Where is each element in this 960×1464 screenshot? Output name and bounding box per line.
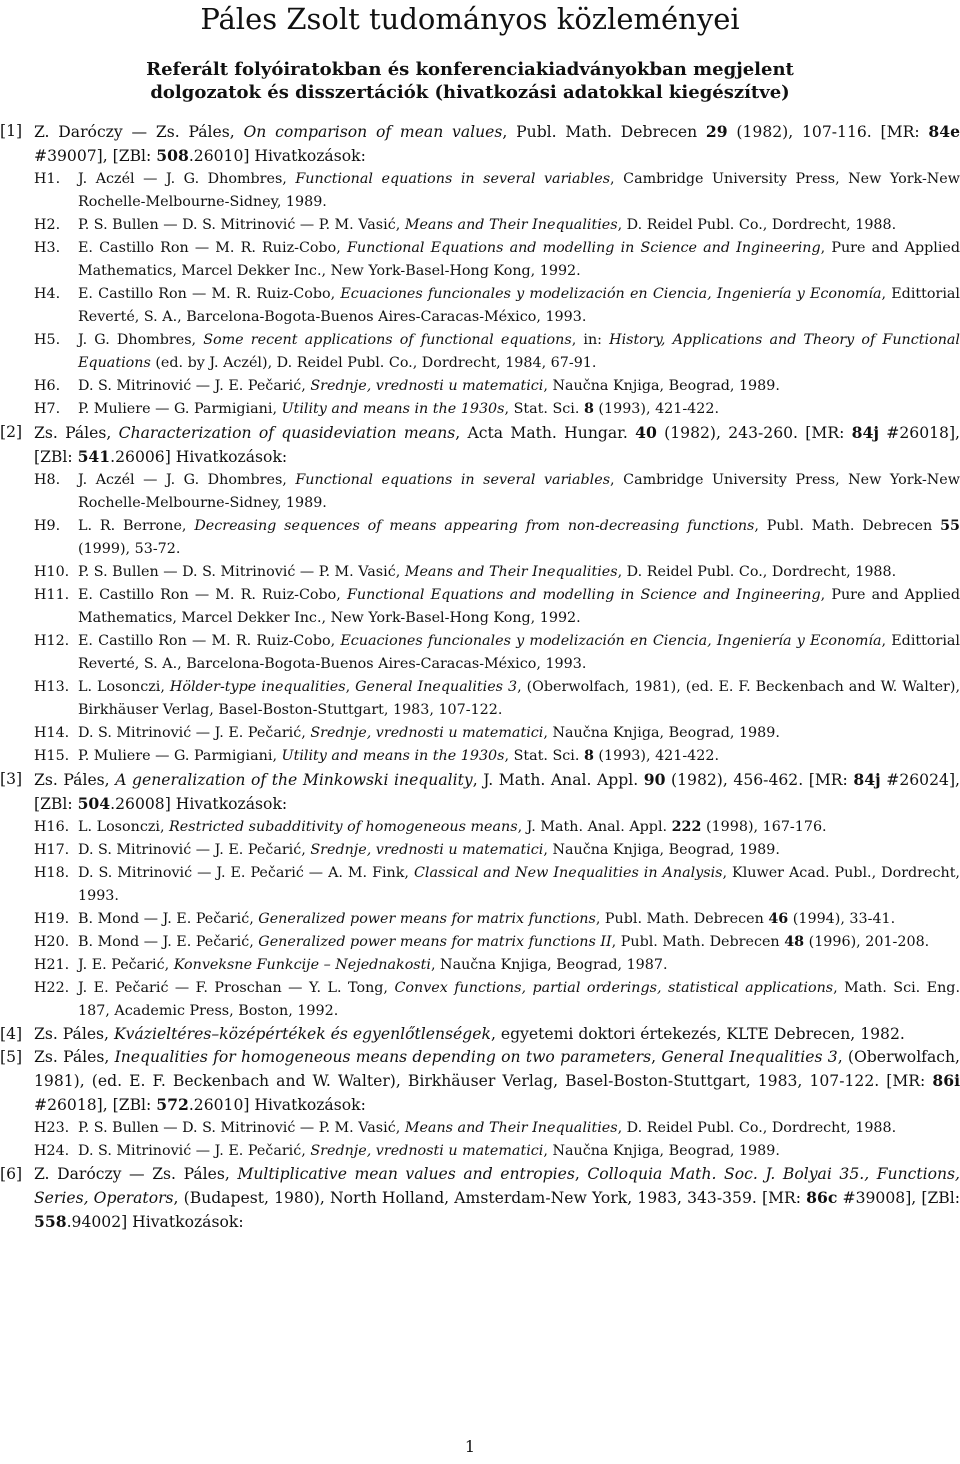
reference-text: , (Budapest, 1980), North Holland, Amsterdam-New York, 1983, 343-359. [MR: [173, 1189, 807, 1207]
citation-number: H13. [34, 679, 70, 695]
title-text: Functional equations in several variables [295, 472, 611, 488]
citation-number: H15. [34, 748, 70, 764]
reference-text: E. Castillo Ron — M. R. Ruiz-Cobo, [78, 587, 347, 603]
reference-text: Zs. Páles, [34, 424, 119, 442]
citation-number: H8. [34, 472, 61, 488]
volume-text: 222 [671, 819, 702, 835]
publication-number: [2] [0, 423, 23, 441]
title-text: Means and Their Inequalities [404, 217, 618, 233]
page-subtitle [0, 58, 940, 104]
reference-text: J. Aczél — J. G. Dhombres, [78, 472, 296, 488]
volume-text: 508 [156, 146, 189, 165]
publication-reference [34, 768, 960, 816]
reference-text: , (Oberwolfach, 1981), (ed. E. F. Beckenbach and W. Walter), Birkhäuser Verlag, Basel-Boston-Stuttgart, 1983, 107-122. [MR: [34, 1048, 960, 1090]
volume-text: 84e [928, 122, 960, 141]
reference-text: , Cambridge University Press, New York-New Rochelle-Melbourne-Sidney, 1989. [78, 472, 960, 511]
title-text: General Inequalities 3 [661, 1048, 838, 1066]
citation-entry [0, 1140, 960, 1163]
reference-text: J. Aczél — J. G. Dhombres, [78, 171, 296, 187]
reference-text: , Pure and Applied Mathematics, Marcel Dekker Inc., New York-Basel-Hong Kong, 1992. [78, 587, 960, 626]
reference-text: (ed. by J. Aczél), D. Reidel Publ. Co., Dordrecht, 1984, 67-91. [150, 355, 597, 371]
title-text: Convex functions, partial orderings, statistical applications [394, 980, 834, 996]
citation-number: H16. [34, 819, 70, 835]
title-text: Kvázieltéres–középértékek és egyenlőtlenségek [113, 1025, 491, 1043]
reference-text: D. S. Mitrinović — J. E. Pečarić, [78, 725, 311, 741]
citation-reference [78, 816, 960, 839]
reference-text: , Naučna Knjiga, Beograd, 1989. [543, 378, 780, 394]
reference-text: (1993), 421-422. [593, 748, 720, 764]
reference-text: #39008], [ZBl: [837, 1189, 960, 1207]
citation-reference [78, 561, 960, 584]
title-text: Srednje, vrednosti u matematici [310, 842, 544, 858]
reference-text: , Kluwer Acad. Publ., Dordrecht, 1993. [78, 865, 960, 904]
citation-entry [0, 931, 960, 954]
title-text: Functional equations in several variables [295, 171, 611, 187]
reference-text: (1994), 33-41. [788, 911, 896, 927]
reference-text: #26018], [ZBl: [34, 1096, 157, 1114]
reference-text: D. S. Mitrinović — J. E. Pečarić, [78, 1143, 311, 1159]
citation-number: H22. [34, 980, 70, 996]
reference-text: , Naučna Knjiga, Beograd, 1989. [543, 1143, 780, 1159]
title-text: Means and Their Inequalities [404, 1120, 618, 1136]
title-text: Classical and New Inequalities in Analysis [413, 865, 723, 881]
citation-entry [0, 676, 960, 722]
reference-text: J. E. Pečarić, [78, 957, 174, 973]
page-number: 1 [464, 1437, 476, 1456]
reference-text: J. E. Pečarić — F. Proschan — Y. L. Tong, [78, 980, 395, 996]
volume-text: 8 [583, 401, 594, 417]
publication-entry [0, 1046, 960, 1117]
title-text: Hölder-type inequalities [169, 679, 346, 695]
citation-number: H17. [34, 842, 70, 858]
citation-entry [0, 329, 960, 375]
reference-text: , D. Reidel Publ. Co., Dordrecht, 1988. [617, 564, 897, 580]
citation-reference [78, 1140, 960, 1163]
volume-text: 40 [635, 423, 657, 442]
subtitle-line-2: dolgozatok és disszertációk (hivatkozási adatokkal kiegészítve) [150, 82, 790, 103]
reference-text: L. R. Berrone, [78, 518, 195, 534]
citation-reference [78, 908, 960, 931]
reference-text: .26006] Hivatkozások: [110, 448, 288, 466]
citation-reference [78, 977, 960, 1023]
reference-text: (1982), 456-462. [MR: [665, 771, 854, 789]
reference-text: D. S. Mitrinović — J. E. Pečarić, [78, 378, 311, 394]
reference-text: D. S. Mitrinović — J. E. Pečarić, [78, 842, 311, 858]
reference-text: , (Oberwolfach, 1981), (ed. E. F. Beckenbach and W. Walter), Birkhäuser Verlag, Basel-Boston-Stuttgart, 1983, 107-122. [78, 679, 960, 718]
citation-number: H12. [34, 633, 70, 649]
publication-entry [0, 421, 960, 469]
publication-reference [34, 1023, 960, 1046]
title-text: Generalized power means for matrix functions II [258, 934, 612, 950]
citation-reference [78, 237, 960, 283]
reference-text: #26018], [ZBl: [34, 424, 960, 466]
page-title: Páles Zsolt tudományos közleményei [200, 2, 740, 36]
citation-number: H18. [34, 865, 70, 881]
volume-text: 504 [77, 794, 111, 813]
reference-text: , Edittorial Reverté, S. A., Barcelona-Bogota-Buenos Aires-Caracas-México, 1993. [78, 633, 960, 672]
title-text: Srednje, vrednosti u matematici [310, 1143, 544, 1159]
reference-text: E. Castillo Ron — M. R. Ruiz-Cobo, [78, 240, 347, 256]
reference-text: , Stat. Sci. [504, 401, 584, 417]
citation-entry [0, 722, 960, 745]
volume-text: 541 [77, 447, 111, 466]
reference-text: , Stat. Sci. [504, 748, 584, 764]
reference-text: B. Mond — J. E. Pečarić, [78, 934, 259, 950]
reference-text: P. Muliere — G. Parmigiani, [78, 401, 282, 417]
reference-text: P. S. Bullen — D. S. Mitrinović — P. M. Vasić, [78, 217, 405, 233]
citation-entry [0, 839, 960, 862]
volume-text: 8 [583, 748, 594, 764]
title-text: Utility and means in the 1930s [281, 401, 505, 417]
citation-reference [78, 839, 960, 862]
citation-number: H2. [34, 217, 61, 233]
reference-text: , [574, 1165, 588, 1183]
reference-text: .26008] Hivatkozások: [110, 795, 288, 813]
citation-number: H19. [34, 911, 70, 927]
reference-text: (1982), 107-116. [MR: [727, 123, 929, 141]
citation-number: H3. [34, 240, 61, 256]
citation-number: H6. [34, 378, 61, 394]
citation-reference [78, 745, 960, 768]
publication-number: [5] [0, 1048, 23, 1066]
reference-text: .26010] Hivatkozások: [188, 147, 366, 165]
title-text: Inequalities for homogeneous means depending on two parameters [114, 1048, 652, 1066]
citation-entry [0, 1117, 960, 1140]
citation-reference [78, 584, 960, 630]
reference-text: , Naučna Knjiga, Beograd, 1989. [543, 842, 780, 858]
reference-text: #26024], [ZBl: [34, 771, 960, 813]
publication-reference [34, 1163, 960, 1234]
reference-text: (1993), 421-422. [593, 401, 720, 417]
reference-text: , Edittorial Reverté, S. A., Barcelona-Bogota-Buenos Aires-Caracas-México, 1993. [78, 286, 960, 325]
citation-entry [0, 584, 960, 630]
title-text: Some recent applications of functional equations [203, 332, 572, 348]
reference-text: #39007], [ZBl: [34, 147, 157, 165]
citation-entry [0, 515, 960, 561]
reference-text: E. Castillo Ron — M. R. Ruiz-Cobo, [78, 286, 341, 302]
title-text: Colloquia Math. Soc. J. Bolyai 35., Functions, Series, Operators [34, 1165, 960, 1207]
reference-text: , egyetemi doktori értekezés, KLTE Debrecen, 1982. [490, 1025, 905, 1043]
citation-reference [78, 722, 960, 745]
title-text: On comparison of mean values [243, 123, 503, 141]
reference-text: .26010] Hivatkozások: [188, 1096, 366, 1114]
citation-number: H24. [34, 1143, 70, 1159]
citation-reference [78, 954, 960, 977]
citation-entry [0, 283, 960, 329]
reference-text: J. G. Dhombres, [78, 332, 204, 348]
citation-number: H1. [34, 171, 61, 187]
title-text: Srednje, vrednosti u matematici [310, 378, 544, 394]
title-text: Generalized power means for matrix functions [258, 911, 596, 927]
reference-text: , Pure and Applied Mathematics, Marcel Dekker Inc., New York-Basel-Hong Kong, 1992. [78, 240, 960, 279]
citation-entry [0, 168, 960, 214]
reference-text: Zs. Páles, [34, 1025, 114, 1043]
title-text: Means and Their Inequalities [404, 564, 618, 580]
publication-number: [6] [0, 1165, 23, 1183]
citation-reference [78, 931, 960, 954]
publication-number: [3] [0, 770, 23, 788]
volume-text: 572 [156, 1095, 189, 1114]
citation-entry [0, 469, 960, 515]
citation-number: H4. [34, 286, 61, 302]
reference-text: , Publ. Math. Debrecen [754, 518, 941, 534]
volume-text: 90 [643, 770, 666, 789]
citation-reference [78, 469, 960, 515]
reference-text: , Math. Sci. Eng. 187, Academic Press, Boston, 1992. [78, 980, 960, 1019]
citation-number: H14. [34, 725, 70, 741]
title-text: Restricted subadditivity of homogeneous means [169, 819, 518, 835]
title-text: Ecuaciones funcionales y modelización en Ciencia, Ingeniería y Economía [340, 633, 882, 649]
citation-number: H10. [34, 564, 70, 580]
reference-text: (1999), 53-72. [78, 541, 181, 557]
reference-text: , Cambridge University Press, New York-New Rochelle-Melbourne-Sidney, 1989. [78, 171, 960, 210]
citation-reference [78, 1117, 960, 1140]
reference-text: Z. Daróczy — Zs. Páles, [34, 123, 244, 141]
citation-entry [0, 954, 960, 977]
citation-number: H11. [34, 587, 70, 603]
title-text: Srednje, vrednosti u matematici [310, 725, 544, 741]
reference-text: B. Mond — J. E. Pečarić, [78, 911, 259, 927]
citation-number: H9. [34, 518, 61, 534]
citation-entry [0, 908, 960, 931]
citation-number: H23. [34, 1120, 70, 1136]
citation-number: H7. [34, 401, 61, 417]
title-text: History, Applications and Theory of Functional Equations [78, 332, 960, 371]
volume-text: 84j [851, 423, 879, 442]
reference-text: , Naučna Knjiga, Beograd, 1987. [430, 957, 668, 973]
citation-entry [0, 375, 960, 398]
citation-reference [78, 283, 960, 329]
title-text: Utility and means in the 1930s [281, 748, 505, 764]
title-text: Ecuaciones funcionales y modelización en Ciencia, Ingeniería y Economía [340, 286, 882, 302]
citation-entry [0, 630, 960, 676]
title-text: Multiplicative mean values and entropies [237, 1165, 575, 1183]
reference-text: P. S. Bullen — D. S. Mitrinović — P. M. Vasić, [78, 1120, 405, 1136]
reference-text: P. S. Bullen — D. S. Mitrinović — P. M. Vasić, [78, 564, 405, 580]
reference-text: (1998), 167-176. [701, 819, 827, 835]
reference-text: , D. Reidel Publ. Co., Dordrecht, 1988. [617, 217, 897, 233]
publication-entry [0, 768, 960, 816]
publication-reference [34, 421, 960, 469]
volume-text: 84j [853, 770, 881, 789]
reference-text: L. Losonczi, [78, 819, 170, 835]
subtitle-line-1: Referált folyóiratokban és konferenciakiadványokban megjelent [146, 59, 794, 80]
citation-reference [78, 398, 960, 421]
title-text: General Inequalities 3 [355, 679, 518, 695]
citation-entry [0, 977, 960, 1023]
title-text: Functional Equations and modelling in Science and Ingineering [346, 240, 821, 256]
citation-reference [78, 375, 960, 398]
citation-entry [0, 214, 960, 237]
reference-text: , in: [571, 332, 610, 348]
reference-text: P. Muliere — G. Parmigiani, [78, 748, 282, 764]
reference-text: , [651, 1048, 662, 1066]
reference-text: D. S. Mitrinović — J. E. Pečarić — A. M. Fink, [78, 865, 414, 881]
citation-reference [78, 676, 960, 722]
citation-reference [78, 862, 960, 908]
reference-text: , Naučna Knjiga, Beograd, 1989. [543, 725, 780, 741]
reference-text: Zs. Páles, [34, 1048, 115, 1066]
reference-text: , J. Math. Anal. Appl. [517, 819, 672, 835]
citation-entry [0, 237, 960, 283]
reference-text: E. Castillo Ron — M. R. Ruiz-Cobo, [78, 633, 341, 649]
reference-text: Z. Daróczy — Zs. Páles, [34, 1165, 238, 1183]
reference-text: L. Losonczi, [78, 679, 170, 695]
citation-entry [0, 745, 960, 768]
reference-text: .94002] Hivatkozások: [66, 1213, 244, 1231]
publication-entry [0, 120, 960, 168]
volume-text: 55 [940, 518, 960, 534]
citation-reference [78, 515, 960, 561]
publication-entry [0, 1163, 960, 1234]
reference-text: , Acta Math. Hungar. [455, 424, 636, 442]
reference-text: (1982), 243-260. [MR: [656, 424, 852, 442]
title-text: Decreasing sequences of means appearing from non-decreasing functions [194, 518, 755, 534]
citation-reference [78, 329, 960, 375]
publication-list [0, 120, 960, 1234]
publication-reference [34, 120, 960, 168]
citation-entry [0, 398, 960, 421]
citation-reference [78, 214, 960, 237]
citation-entry [0, 862, 960, 908]
citation-reference [78, 168, 960, 214]
citation-number: H20. [34, 934, 70, 950]
publication-number: [4] [0, 1025, 23, 1043]
title-text: A generalization of the Minkowski inequality [115, 771, 473, 789]
volume-text: 86i [932, 1071, 960, 1090]
volume-text: 46 [768, 911, 789, 927]
reference-text: , Publ. Math. Debrecen [502, 123, 706, 141]
title-text: Konveksne Funkcije – Nejednakosti [173, 957, 431, 973]
citation-reference [78, 630, 960, 676]
title-text: Characterization of quasideviation means [118, 424, 456, 442]
publication-number: [1] [0, 122, 23, 140]
volume-text: 86c [806, 1188, 838, 1207]
volume-text: 558 [34, 1212, 67, 1231]
volume-text: 29 [705, 122, 728, 141]
reference-text: , Publ. Math. Debrecen [611, 934, 785, 950]
reference-text: , J. Math. Anal. Appl. [472, 771, 644, 789]
citation-number: H5. [34, 332, 61, 348]
title-text: Functional Equations and modelling in Science and Ingineering [346, 587, 821, 603]
citation-entry [0, 816, 960, 839]
reference-text: , Publ. Math. Debrecen [595, 911, 769, 927]
reference-text: (1996), 201-208. [804, 934, 930, 950]
volume-text: 48 [784, 934, 805, 950]
reference-text: , [345, 679, 356, 695]
reference-text: Zs. Páles, [34, 771, 116, 789]
citation-entry [0, 561, 960, 584]
citation-number: H21. [34, 957, 70, 973]
publication-reference [34, 1046, 960, 1117]
reference-text: , D. Reidel Publ. Co., Dordrecht, 1988. [617, 1120, 897, 1136]
publication-entry [0, 1023, 960, 1046]
